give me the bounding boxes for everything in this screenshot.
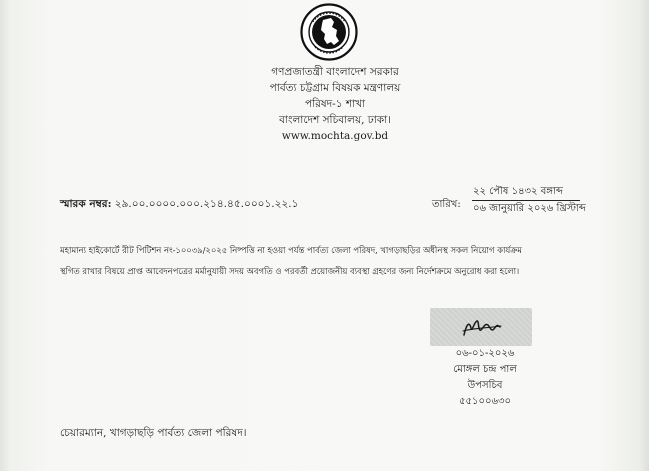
signatory-designation: উপসচিব	[467, 380, 503, 391]
website-link[interactable]: www.mochta.gov.bd	[281, 130, 389, 142]
ministry-name: পার্বত্য চট্টগ্রাম বিষয়ক মন্ত্রণালয়	[269, 82, 401, 94]
letterhead	[230, 64, 440, 144]
body-line-1: মহামান্য হাইকোর্টে রীট পিটিশন নং-১০০৩৯/২০২৫ নিষ্পত্তি না হওয়া পর্যন্ত পার্বত্য জেলা পরিষদ, খাগড়াছড়ির অধীনস্থ সকল নিয়োগ কার্যক্রম	[60, 245, 522, 255]
office-address: বাংলাদেশ সচিবালয়, ঢাকা।	[279, 114, 391, 126]
government-name: গণপ্রজাতন্ত্রী বাংলাদেশ সরকার	[271, 66, 399, 78]
recipient: চেয়ারম্যান, খাগড়াছড়ি পার্বত্য জেলা পরিষদ।	[60, 427, 247, 439]
letter-body	[60, 240, 580, 282]
signature-icon	[430, 308, 532, 346]
date-label: তারিখ:	[432, 199, 461, 210]
signature-date: ০৬-০১-২০২৬	[455, 348, 515, 359]
signatory-name: মোঙ্গল চন্দ্র পাল	[453, 364, 517, 375]
section-name: পরিষদ-১ শাখা	[304, 98, 366, 110]
signature-stamp	[430, 308, 532, 346]
memo-label: স্মারক নম্বর:	[60, 198, 112, 210]
body-line-2: স্থগিত রাখার বিষয়ে প্রাপ্ত আবেদনপত্রের মর্মানুযায়ী সদয় অবগতি ও পরবর্তী প্রয়োজনীয় ব্যবস্থা গ্রহণের জন্য নির্দেশক্রমে অনুরোধ করা হলো।	[60, 266, 520, 276]
right-edge-shadow	[639, 0, 649, 471]
date-gregorian: ০৬ জানুয়ারি ২০২৬ খ্রিস্টাব্দ	[473, 203, 586, 214]
memo-number: ২৯.০০.০০০০.০০০.২১৪.৪৫.০০০১.২২.১	[114, 198, 299, 210]
left-edge-shadow	[0, 0, 10, 471]
date-divider	[472, 200, 580, 201]
date-bangla: ২২ পৌষ ১৪৩২ বঙ্গাব্দ	[473, 186, 563, 197]
memo-reference	[60, 197, 298, 214]
signatory-phone: ৫৫১০০৬৩০	[459, 396, 511, 407]
government-seal-icon	[300, 3, 358, 61]
signatory-block	[420, 346, 550, 410]
